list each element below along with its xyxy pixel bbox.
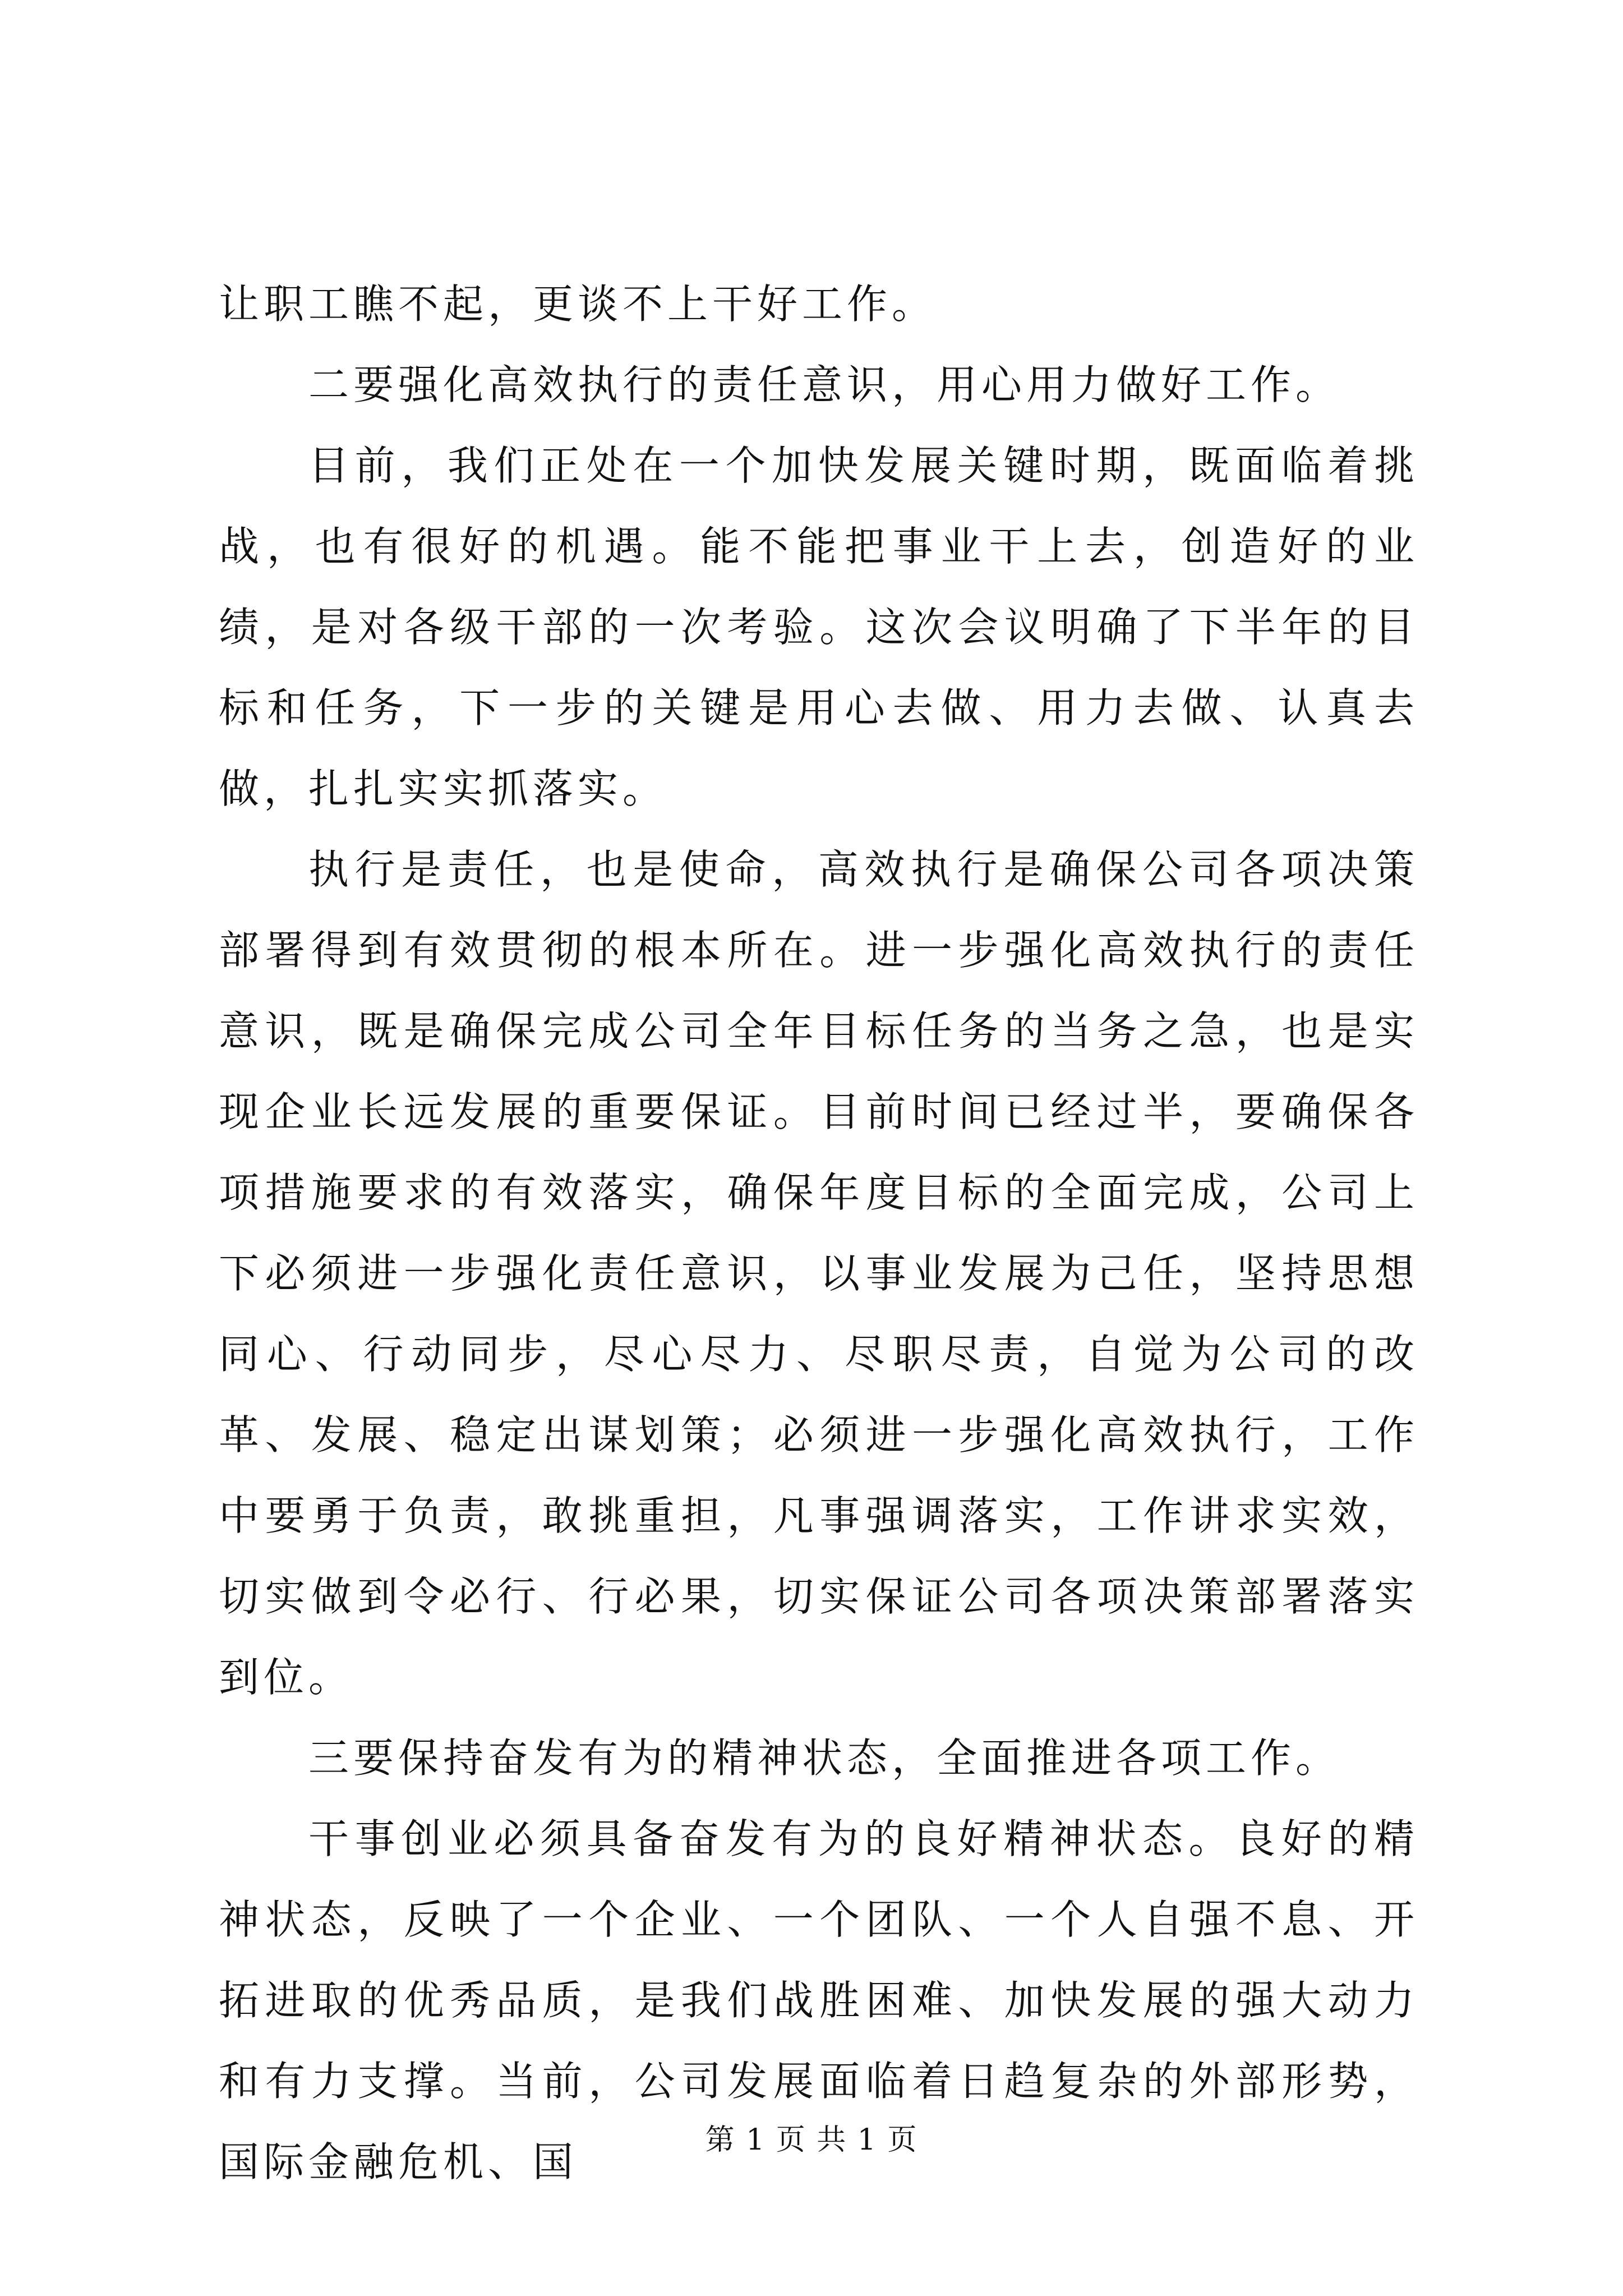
paragraph-heading-three: 三要保持奋发有为的精神状态，全面推进各项工作。 (308, 1734, 1341, 1782)
paragraph-execution-responsibility: 执行是责任，也是使命，高效执行是确保公司各项决策部署得到有效贯彻的根本所在。进一步强化高效执行的责任意识，既是确保完成公司全年目标任务的当务之急，也是实现企业长远发展的重要保证。目前时间已经过半，要确保各项措施要求的有效落实，确保年度目标的全面完成，公司上下必须进一步强化责任意识，以事业发展为己任，坚持思想同心、行动同步，尽心尽力、尽职尽责，自觉为公司的改革、发展、稳定出谋划策；必须进一步强化高效执行，工作中要勇于负责，敢挑重担，凡事强调落实，工作讲求实效，切实做到令必行、行必果，切实保证公司各项决策部署落实到位。 (219, 846, 1419, 1701)
paragraph-heading-two: 二要强化高效执行的责任意识，用心用力做好工作。 (308, 361, 1341, 408)
paragraph-continuation: 让职工瞧不起，更谈不上干好工作。 (219, 280, 937, 328)
paragraph-spirit-state: 干事创业必须具备奋发有为的良好精神状态。良好的精神状态，反映了一个企业、一个团队、一个人自强不息、开拓进取的优秀品质，是我们战胜困难、加快发展的强大动力和有力支撑。当前，公司发展面临着日趋复杂的外部形势，国际金融危机、国 (219, 1815, 1419, 2185)
page-number-footer: 第 1 页 共 1 页 (705, 2123, 918, 2157)
paragraph-current-period: 目前，我们正处在一个加快发展关键时期，既面临着挑战，也有很好的机遇。能不能把事业干上去，创造好的业绩，是对各级干部的一次考验。这次会议明确了下半年的目标和任务，下一步的关键是用心去做、用力去做、认真去做，扎扎实实抓落实。 (219, 442, 1419, 812)
document-body (219, 264, 1419, 2202)
